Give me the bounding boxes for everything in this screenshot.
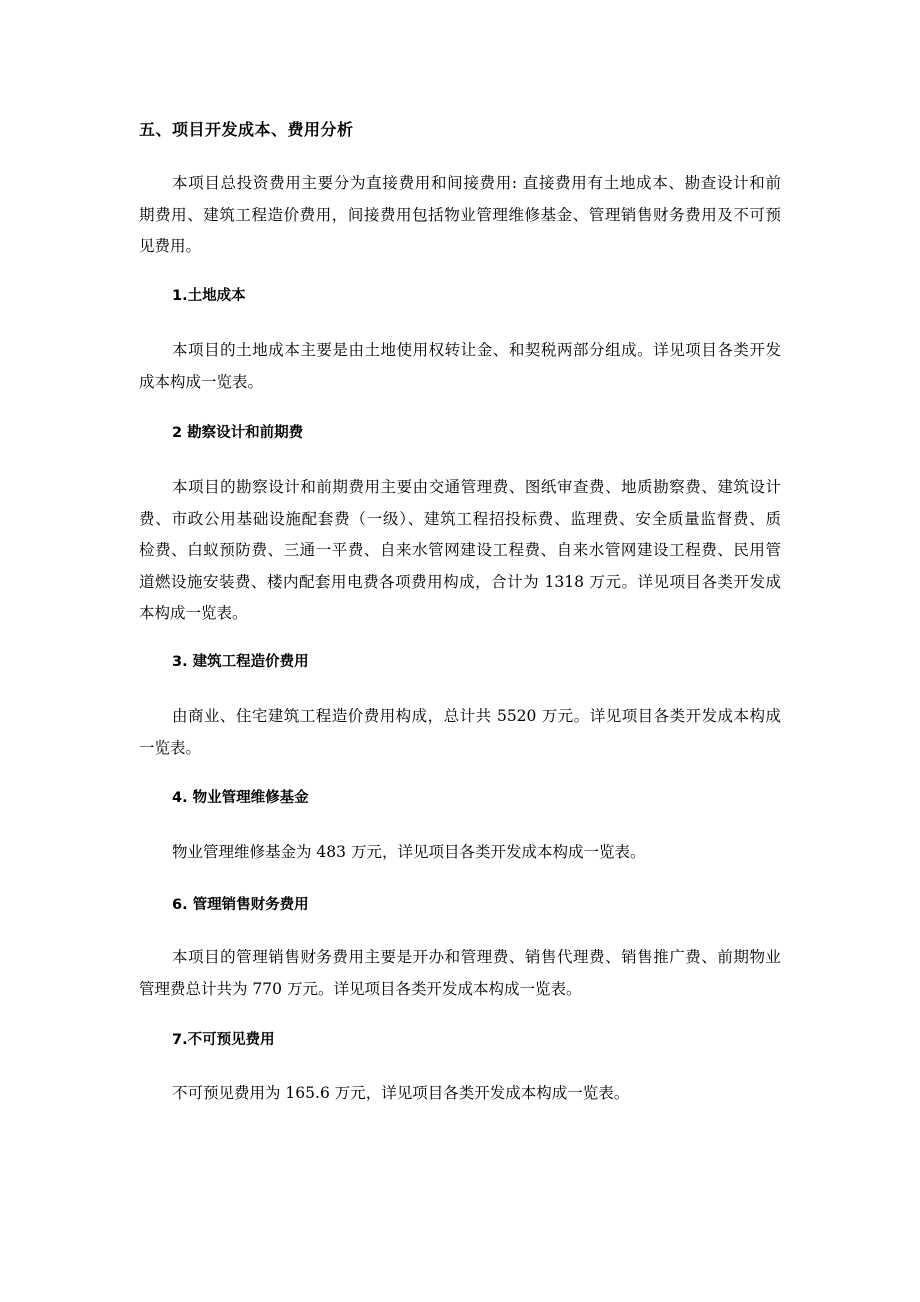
heading-survey-design: 2 勘察设计和前期费 — [172, 425, 304, 441]
management-sales-finance-paragraph — [139, 948, 781, 1011]
paragraph-line: 检费、白蚁预防费、三通一平费、自来水管网建设工程费、自来水管网建设工程费、民用管 — [139, 541, 781, 559]
survey-design-paragraph — [139, 478, 781, 636]
paragraph-line: 本项目的管理销售财务费用主要是开办和管理费、销售代理费、销售推广费、前期物业 — [172, 948, 781, 966]
paragraph-line: 期费用、建筑工程造价费用，间接费用包括物业管理维修基金、管理销售财务费用及不可预 — [139, 205, 781, 224]
paragraph-line: 管理费总计共为 770 万元。详见项目各类开发成本构成一览表。 — [139, 979, 582, 998]
paragraph-line: 本构成一览表。 — [139, 604, 248, 622]
heading-land-cost: 1.土地成本 — [172, 288, 246, 304]
heading-maintenance-fund: 4. 物业管理维修基金 — [172, 790, 309, 806]
construction-cost-paragraph — [139, 707, 781, 770]
heading-construction-cost: 3. 建筑工程造价费用 — [172, 654, 309, 670]
heading-contingency: 7.不可预见费用 — [172, 1032, 275, 1048]
section-title: 五、项目开发成本、费用分析 — [139, 120, 354, 139]
land-cost-paragraph — [139, 341, 781, 404]
intro-paragraph — [139, 174, 781, 269]
paragraph-line: 物业管理维修基金为 483 万元，详见项目各类开发成本构成一览表。 — [172, 843, 646, 861]
paragraph-line: 由商业、住宅建筑工程造价费用构成，总计共 5520 万元。详见项目各类开发成本构成 — [172, 707, 781, 725]
paragraph-line: 费、市政公用基础设施配套费（一级）、建筑工程招投标费、监理费、安全质量监督费、质 — [139, 509, 781, 528]
paragraph-line: 一览表。 — [139, 738, 202, 757]
paragraph-line: 本项目的勘察设计和前期费用主要由交通管理费、图纸审查费、地质勘察费、建筑设计 — [172, 478, 781, 496]
contingency-paragraph — [139, 1084, 781, 1116]
paragraph-line: 本项目总投资费用主要分为直接费用和间接费用: 直接费用有土地成本、勘查设计和前 — [172, 174, 781, 192]
paragraph-line: 见费用。 — [139, 237, 202, 255]
paragraph-line: 成本构成一览表。 — [139, 372, 264, 391]
heading-management-sales-finance: 6. 管理销售财务费用 — [172, 897, 309, 913]
paragraph-line: 本项目的土地成本主要是由土地使用权转让金、和契税两部分组成。详见项目各类开发 — [172, 341, 781, 359]
paragraph-line: 道燃设施安装费、楼内配套用电费各项费用构成，合计为 1318 万元。详见项目各类开发成 — [139, 572, 781, 591]
maintenance-fund-paragraph — [139, 843, 781, 875]
paragraph-line: 不可预见费用为 165.6 万元，详见项目各类开发成本构成一览表。 — [172, 1084, 630, 1102]
